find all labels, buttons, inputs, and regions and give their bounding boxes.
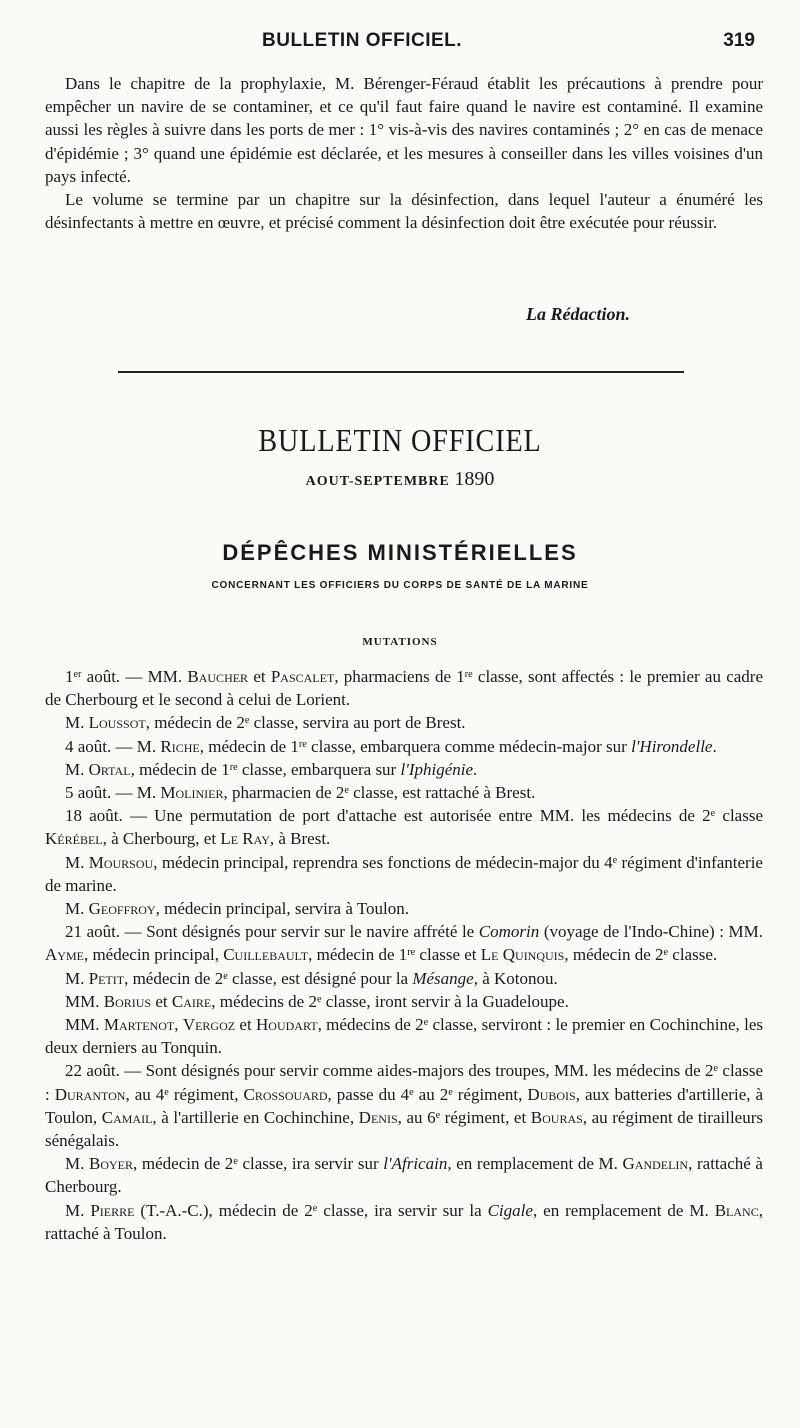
intro-text — [45, 72, 763, 234]
mutation-entry: 18 août. — Une permutation de port d'attache est autorisée entre MM. les médecins de 2e classe Kérébel, à Cherbourg, et Le Ray, à Brest. — [45, 806, 764, 849]
section-subtitle: CONCERNANT LES OFFICIERS DU CORPS DE SANTÉ DE LA MARINE — [211, 580, 589, 591]
bulletin-title: BULLETIN OFFICIEL — [258, 422, 542, 458]
page-number: 319 — [723, 30, 755, 51]
mutation-entry: 4 août. — M. Riche, médecin de 1re classe, embarquera comme médecin-major sur l'Hirondelle. — [65, 736, 717, 756]
mutation-entry: M. Ortal, médecin de 1re classe, embarquera sur l'Iphigénie. — [65, 759, 478, 779]
mutation-entry: 1er août. — MM. Baucher et Pascalet, pharmaciens de 1re classe, sont affectés : le premier au cadre de Cherbourg et le second à celui de Lorient. — [45, 667, 764, 710]
mutation-entry: 21 août. — Sont désignés pour servir sur le navire affrété le Comorin (voyage de l'Indo-Chine) : MM. Ayme, médecin principal, Cuillebault, médecin de 1re classe et Le Quinquis, médecin de 2e classe. — [45, 922, 763, 965]
running-title: BULLETIN OFFICIEL. — [262, 30, 463, 51]
mutation-entry: M. Geoffroy, médecin principal, servira à Toulon. — [65, 899, 410, 919]
bulletin-year: 1890 — [454, 468, 495, 490]
mutations-heading: MUTATIONS — [362, 636, 438, 648]
mutation-entry: 22 août. — Sont désignés pour servir comme aides-majors des troupes, MM. les médecins de 2e classe : Duranton, au 4e régiment, Crossouard, passe du 4e au 2e régiment, Dubois, aux batteries d'artillerie, à Toulon, Camail, à l'artillerie en Cochinchine, Denis, au 6e régiment, et Bouras, au régiment de tirailleurs sénégalais. — [45, 1061, 764, 1151]
intro-paragraph: Dans le chapitre de la prophylaxie, M. Bérenger-Féraud établit les précautions à prendre pour empêcher un navire de se contaminer, et ce qu'il faut faire quand le navire est contaminé. Il examine aussi les règles à suivre dans les ports de mer : 1° vis-à-vis des navires contaminés ; 2° en cas de menace d'épidémie ; 3° quand une épidémie est déclarée, et les mesures à conseiller dans les villes voisines d'un pays infecté. — [45, 74, 763, 186]
running-head — [0, 30, 800, 60]
mutation-entry: M. Moursou, médecin principal, reprendra ses fonctions de médecin-major du 4e régiment d'infanterie de marine. — [45, 852, 763, 895]
bulletin-date — [0, 468, 800, 491]
mutation-entry: 5 août. — M. Molinier, pharmacien de 2e classe, est rattaché à Brest. — [65, 783, 536, 803]
signature: La Rédaction. — [526, 304, 630, 324]
section-divider — [118, 371, 684, 373]
mutation-entry: M. Petit, médecin de 2e classe, est désigné pour la Mésange, à Kotonou. — [65, 968, 558, 988]
mutation-entry: M. Boyer, médecin de 2e classe, ira servir sur l'Africain, en remplacement de M. Gandelin, rattaché à Cherbourg. — [45, 1154, 763, 1197]
mutation-entry: M. Loussot, médecin de 2e classe, servira au port de Brest. — [65, 713, 466, 733]
mutation-entry: MM. Borius et Caire, médecins de 2e classe, iront servir à la Guadeloupe. — [65, 991, 569, 1011]
intro-paragraph: Le volume se termine par un chapitre sur la désinfection, dans lequel l'auteur a énuméré les désinfectants à mettre en œuvre, et précisé comment la désinfection doit être exécutée pour réussir. — [45, 190, 763, 233]
mutation-entry: MM. Martenot, Vergoz et Houdart, médecins de 2e classe, serviront : le premier en Cochinchine, les deux derniers au Tonquin. — [45, 1015, 764, 1058]
mutations-list — [45, 665, 763, 1245]
section-title: DÉPÊCHES MINISTÉRIELLES — [222, 540, 578, 565]
bulletin-date-label: AOUT-SEPTEMBRE — [305, 474, 450, 489]
mutation-entry: M. Pierre (T.-A.-C.), médecin de 2e classe, ira servir sur la Cigale, en remplacement de M. Blanc, rattaché à Toulon. — [45, 1200, 763, 1243]
